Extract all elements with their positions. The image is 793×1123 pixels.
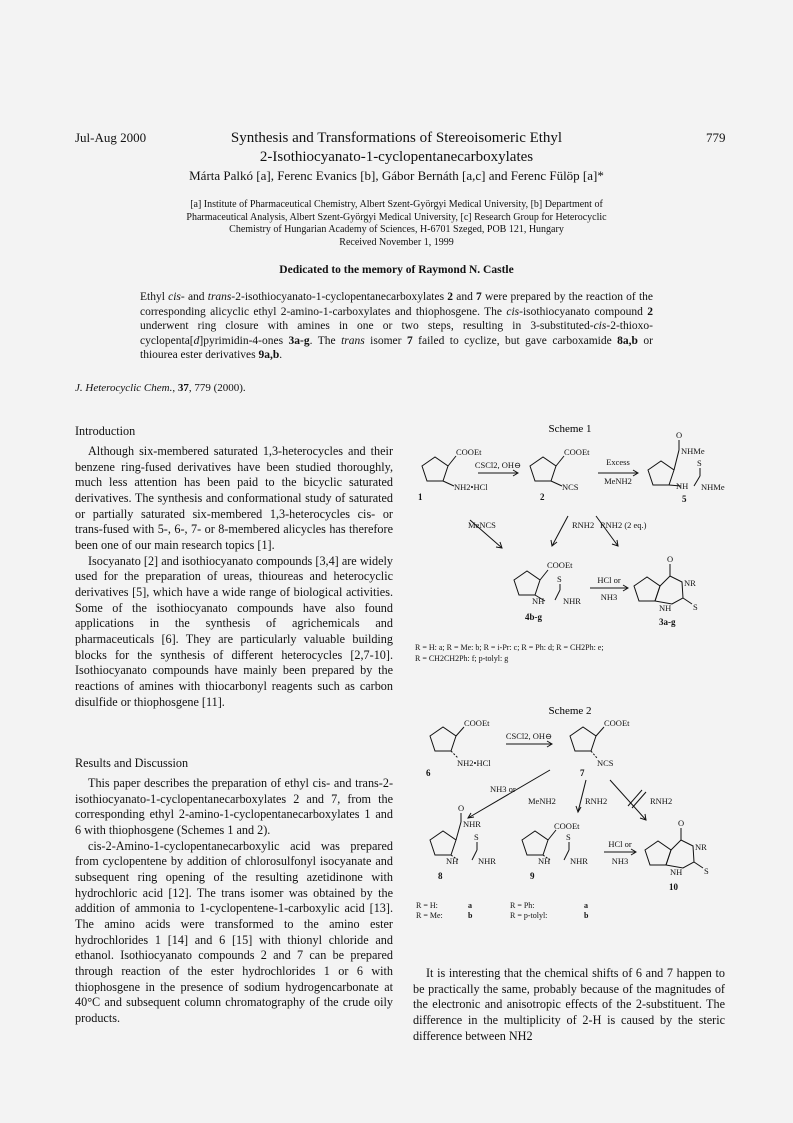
abstract-text: isomer [364, 334, 407, 347]
compound-number: 2 [540, 492, 545, 502]
group-label: NR [695, 842, 707, 852]
group-label: NCS [562, 482, 579, 492]
group-label: COOEt [464, 718, 490, 728]
compound-ref: 2 [447, 291, 454, 303]
abstract-italic: cis [506, 305, 520, 318]
compound-ref: 9a,b [258, 349, 280, 361]
cyclopentane-ring [422, 457, 448, 481]
atom-label: O [678, 818, 685, 828]
cyclopentane-ring [530, 457, 556, 481]
abstract [140, 290, 653, 363]
affiliation-line-1: [a] Institute of Pharmaceutical Chemistry, Albert Szent-Györgyi Medical University, [b] Department of [190, 199, 603, 210]
substituent-legend: b [584, 911, 589, 920]
abstract-italic: trans [207, 291, 232, 303]
abstract-text: Ethyl [140, 291, 169, 303]
compound-number: 1 [418, 492, 423, 502]
substituent-legend: R = p-tolyl: [510, 911, 548, 920]
group-label: COOEt [554, 821, 580, 831]
reagent-label: NH3 [611, 856, 629, 866]
abstract-text: and [184, 291, 208, 303]
reagent-label: RNH2 [585, 796, 608, 806]
abstract-italic: cis- [168, 291, 185, 303]
group-label: NHMe [701, 482, 725, 492]
section-heading-introduction: Introduction [75, 424, 136, 438]
reaction-arrow [552, 516, 568, 546]
group-label: NCS [597, 758, 614, 768]
compound-ref: 3a-g [288, 334, 310, 347]
title-line-2: 2-Isothiocyanato-1-cyclopentanecarboxylates [259, 149, 534, 165]
paragraph: Isocyanato [2] and isothiocyanato compounds [3,4] are widely used for the preparation of ureas, thioureas and heterocyclic derivatives [5], which have a wide range of biological activities. Some of the isothiocyanato compounds have also found applications in the synthesis of agrichemicals and pharmaceuticals [6]. They are particularly valuable building blocks for the synthesis of different heterocycles [2,7-10]. Isothiocyanato compounds have mainly been prepared by the reactions of amines with thiocarbonyl reagents such as carbon disulfide or thiophosgene [11]. [75, 553, 393, 709]
cyclopentane-ring [570, 727, 596, 751]
abstract-italic: cis [593, 320, 607, 332]
atom-label: S [704, 866, 709, 876]
substituent-legend: b [468, 911, 473, 920]
reagent-label: RNH2 [572, 520, 595, 530]
reagent-label: RNH2 (2 eq.) [600, 520, 647, 530]
group-label: COOEt [564, 447, 590, 457]
atom-label: S [474, 832, 479, 842]
issue-date: Jul-Aug 2000 [75, 130, 147, 145]
group-label: NH2•HCl [454, 482, 488, 492]
substituent-legend: a [468, 901, 472, 910]
group-label: NH [670, 867, 683, 877]
compound-ref: 2 [647, 305, 653, 318]
abstract-text: or thiourea ester derivatives [140, 334, 653, 361]
received-date: Received November 1, 1999 [339, 236, 454, 248]
paragraph: Although six-membered saturated 1,3-heterocycles and their benzene ring-fused derivatives have been studied thoroughly, much less attention has been paid to the bicyclic saturated derivatives. The synthesis and conformational study of saturated or partially saturated six-membered 1,3-heterocycles cis- or trans-fused with 5-, 6-, 7- or 8-membered alicycles has therefore been one of our main research topics [1]. [75, 444, 393, 552]
compound-number: 9 [530, 871, 535, 881]
reagent-label: Excess [606, 457, 630, 467]
atom-label: O [667, 554, 674, 564]
compound-number: 6 [426, 768, 431, 778]
compound-ref: 7 [406, 334, 413, 347]
affiliation-line-2: Pharmaceutical Analysis, Albert Szent-Györgyi Medical University, [c] Research Group for Heterocyclic [186, 211, 607, 223]
group-label: COOEt [547, 560, 573, 570]
section-heading-results: Results and Discussion [75, 756, 189, 770]
pyrimidine-ring [666, 840, 694, 868]
abstract-text: . [279, 349, 283, 361]
paragraph: This paper describes the preparation of ethyl cis- and trans-2-isothiocyanato-1-cyclopentanecarboxylates 2 and 7, from the corresponding ethyl 2-amino-1-cyclopentanecarboxylates 1 and 6 with thiophosgene (Schemes 1 and 2). [75, 776, 393, 837]
reagent-label: HCl or [597, 575, 621, 585]
group-label: COOEt [456, 447, 482, 457]
group-label: NHMe [681, 446, 705, 456]
cyclopentane-ring [430, 727, 456, 751]
group-label: NH [676, 481, 689, 491]
atom-label: S [557, 574, 562, 584]
title-line-1: Synthesis and Transformations of Stereoisomeric Ethyl [230, 130, 563, 146]
reagent-label: MeNH2 [604, 476, 632, 486]
substituent-legend: R = Me: [416, 911, 443, 920]
abstract-text: -2-isothiocyanato-1-cyclopentanecarboxylates [231, 291, 448, 303]
compound-number: 3a-g [659, 617, 676, 627]
atom-label: S [697, 458, 702, 468]
group-label: NH [538, 856, 551, 866]
compound-number: 7 [580, 768, 585, 778]
dedication: Dedicated to the memory of Raymond N. Castle [279, 264, 514, 276]
paragraph: cis-2-Amino-1-cyclopentanecarboxylic acid was prepared from cyclopentene by addition of chlorosulfonyl isocyanate and subsequent ring opening of the resulting azetidinone with hydrochloric acid [12]. The trans isomer was obtained by the addition of ammonia to 1-cyclopentene-1-carboxylic acid [13]. The amino acids were transformed to the amino ester hydrochlorides 1 [14] and 6 [15] with thionyl chloride and ethanol. Isothiocyanato compounds 2 and 7 can be prepared through reaction of the ester hydrochlorides 1 or 6 with thiophosgene in the presence of sodium hydrogencarbonate at 40°C and subsequent column chromatography of the crude oily products. [75, 838, 393, 1025]
reagent-label: HCl or [608, 839, 632, 849]
scheme-1 [410, 418, 730, 668]
group-label: NHR [463, 819, 481, 829]
authors: Márta Palkó [a], Ferenc Evanics [b], Gábor Bernáth [a,c] and Ferenc Fülöp [a]* [189, 168, 604, 183]
page-number: 779 [706, 130, 726, 145]
atom-label: S [566, 832, 571, 842]
substituent-legend: R = Ph: [510, 901, 535, 910]
group-label: COOEt [604, 718, 630, 728]
compound-number: 10 [669, 882, 678, 892]
reagent-label: MeNCS [468, 520, 496, 530]
compound-ref: 7 [476, 291, 482, 303]
journal-citation: J. Heterocyclic Chem., 37, 779 (2000). [75, 382, 246, 394]
group-label: NH [659, 603, 672, 613]
group-label: NHR [478, 856, 496, 866]
compound-number: 8 [438, 871, 443, 881]
abstract-text: failed to cyclize, but gave carboxamide [412, 334, 618, 347]
right-column-body [413, 966, 725, 1044]
scheme-2-title: Scheme 2 [548, 705, 592, 717]
journal-volume: 37 [177, 382, 189, 394]
compound-number: 4b-g [525, 612, 543, 622]
abstract-text: -isothiocyanato compound [519, 305, 648, 318]
affiliation-line-3: Chemistry of Hungarian Academy of Sciences, H-6701 Szeged, POB 121, Hungary [229, 224, 564, 235]
atom-label: O [676, 430, 683, 440]
cyclopentane-ring [648, 461, 674, 485]
substituent-legend: R = H: a; R = Me: b; R = i-Pr: c; R = Ph: d; R = CH2Ph: e; [415, 643, 604, 652]
abstract-text: . The [309, 334, 342, 347]
affiliations [150, 199, 643, 249]
atom-label: O [458, 803, 465, 813]
abstract-text: ]pyrimidin-4-ones [199, 334, 289, 347]
reaction-arrow [610, 780, 646, 820]
scheme-1-title: Scheme 1 [548, 423, 592, 435]
reagent-label: NH3 or [490, 784, 516, 794]
abstract-italic: d [193, 334, 200, 347]
scheme-1-drawing [410, 418, 730, 663]
reagent-label: NH3 [600, 592, 618, 602]
introduction-body [75, 444, 393, 710]
group-label: NH2•HCl [457, 758, 491, 768]
abstract-text: underwent ring closure with amines in one or two steps, resulting in 3-substituted- [140, 320, 594, 332]
substituent-legend: a [584, 901, 588, 910]
reagent-label: MeNH2 [528, 796, 556, 806]
cyclopentane-ring [522, 831, 548, 855]
reagent-label: CSCl2, OH⊖ [505, 731, 553, 741]
group-label: NHR [563, 596, 581, 606]
results-body [75, 776, 393, 1027]
citation-rest: , 779 (2000). [188, 382, 246, 394]
group-label: NR [684, 578, 696, 588]
compound-number: 5 [682, 494, 687, 504]
abstract-italic: trans [341, 334, 365, 347]
journal-name: J. Heterocyclic Chem. [75, 382, 173, 394]
cyclopentane-ring [514, 571, 540, 595]
pyrimidine-ring [655, 576, 683, 604]
cyclopentane-ring [430, 831, 456, 855]
reagent-label: RNH2 [650, 796, 673, 806]
abstract-text: were prepared by the reaction of the corresponding alicyclic ethyl 2-amino-1-carboxylates and thiophosgene. The [140, 291, 653, 318]
substituent-legend: R = H: [416, 901, 438, 910]
atom-label: S [693, 602, 698, 612]
scheme-2 [410, 700, 730, 940]
substituent-legend: R = CH2CH2Ph: f; p-tolyl: g [415, 654, 509, 663]
group-label: NH [532, 596, 545, 606]
reagent-label: CSCl2, OH⊖ [474, 460, 522, 470]
compound-ref: 8a,b [617, 334, 638, 347]
scheme-2-drawing [410, 700, 730, 935]
article-title [130, 129, 663, 167]
group-label: NH [446, 856, 459, 866]
paragraph: It is interesting that the chemical shifts of 6 and 7 happen to be practically the same, probably because of the magnitudes of the electronic and anisotropic effects of the 2-substituent. The difference in the multiplicity of 2-H is caused by the steric difference between NH2 [413, 966, 725, 1043]
abstract-text: and [453, 291, 477, 303]
reaction-arrow [468, 770, 550, 818]
group-label: NHR [570, 856, 588, 866]
abstract-text: -2-thioxo-cyclopenta[ [140, 320, 653, 347]
